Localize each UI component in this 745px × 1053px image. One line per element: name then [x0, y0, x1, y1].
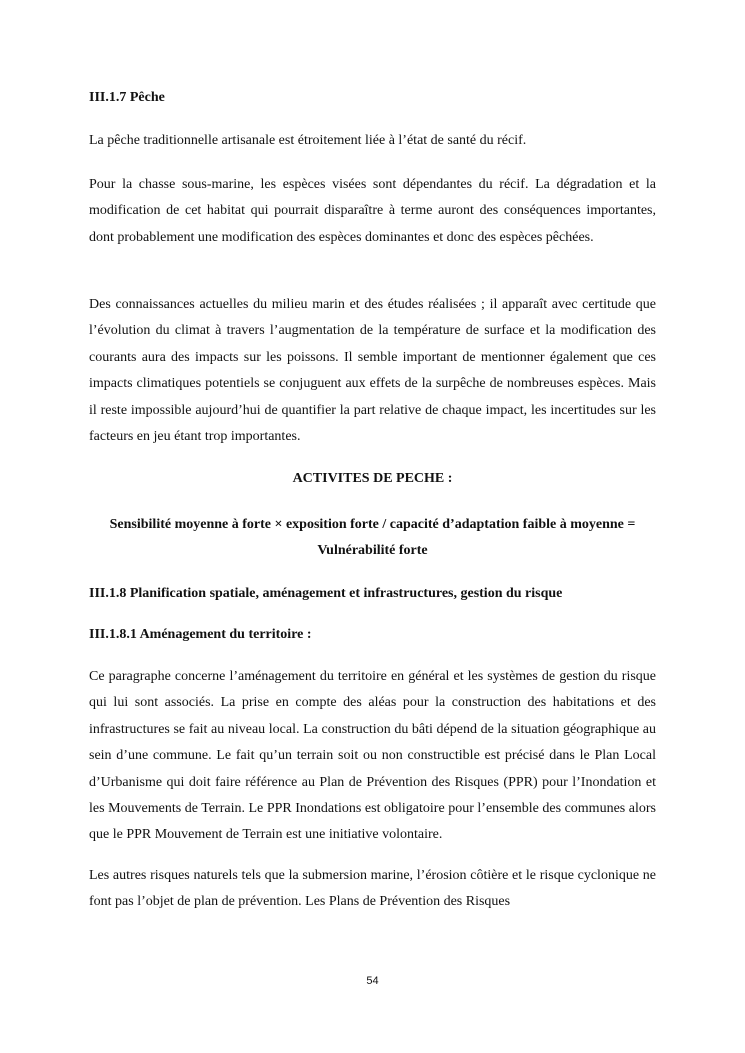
paragraph-amenagement-territoire: Ce paragraphe concerne l’aménagement du territoire en général et les systèmes de gestion du risque qui lui sont associés. La prise en compte des aléas pour la construction des habitations et des infrastructures se fait au niveau local. La construction du bâti dépend de la situation géographique au sein d’une commune. Le fait qu’un terrain soit ou non constructible est précisé dans le Plan Local d’Urbanisme qui doit faire référence au Plan de Prévention des Risques (PPR) pour l’Inondation et les Mouvements de Terrain. Le PPR Inondations est obligatoire pour l’ensemble des communes alors que le PPR Mouvement de Terrain est une initiative volontaire.: [89, 669, 656, 843]
paragraph-peche-intro: La pêche traditionnelle artisanale est étroitement liée à l’état de santé du récif.: [89, 133, 527, 148]
paragraph-autres-risques: Les autres risques naturels tels que la submersion marine, l’érosion côtière et le risque cyclonique ne font pas l’objet de plan de prévention. Les Plans de Prévention des Risques: [89, 868, 656, 910]
paragraph-connaissances-climat: Des connaissances actuelles du milieu marin et des études réalisées ; il apparaît avec certitude que l’évolution du climat à travers l’augmentation de la température de surface et la modification des courants aura des impacts sur les poissons. Il semble important de mentionner également que ces impacts climatiques potentiels se conjuguent aux effets de la surpêche de nombreuses espèces. Mais il reste impossible aujourd’hui de quantifier la part relative de chaque impact, les incertitudes sur les facteurs en jeu étant trop importantes.: [89, 297, 656, 445]
page-number: 54: [366, 975, 379, 987]
vulnerability-result: Vulnérabilité forte: [317, 543, 428, 558]
vulnerability-statement: [89, 512, 656, 564]
section-heading-amenagement: III.1.8.1 Aménagement du territoire :: [89, 627, 312, 642]
paragraph-chasse-sous-marine: Pour la chasse sous-marine, les espèces visées sont dépendantes du récif. La dégradation et la modification de cet habitat qui pourrait disparaître à terme auront des conséquences importantes, dont probablement une modification des espèces dominantes et donc des espèces pêchées.: [89, 177, 656, 245]
section-heading-planification: III.1.8 Planification spatiale, aménagement et infrastructures, gestion du risque: [89, 586, 563, 601]
vulnerability-formula: Sensibilité moyenne à forte × exposition forte / capacité d’adaptation faible à moyenne =: [109, 517, 636, 532]
activites-de-peche-title: ACTIVITES DE PECHE :: [292, 471, 453, 486]
section-heading-peche: III.1.7 Pêche: [89, 90, 165, 105]
